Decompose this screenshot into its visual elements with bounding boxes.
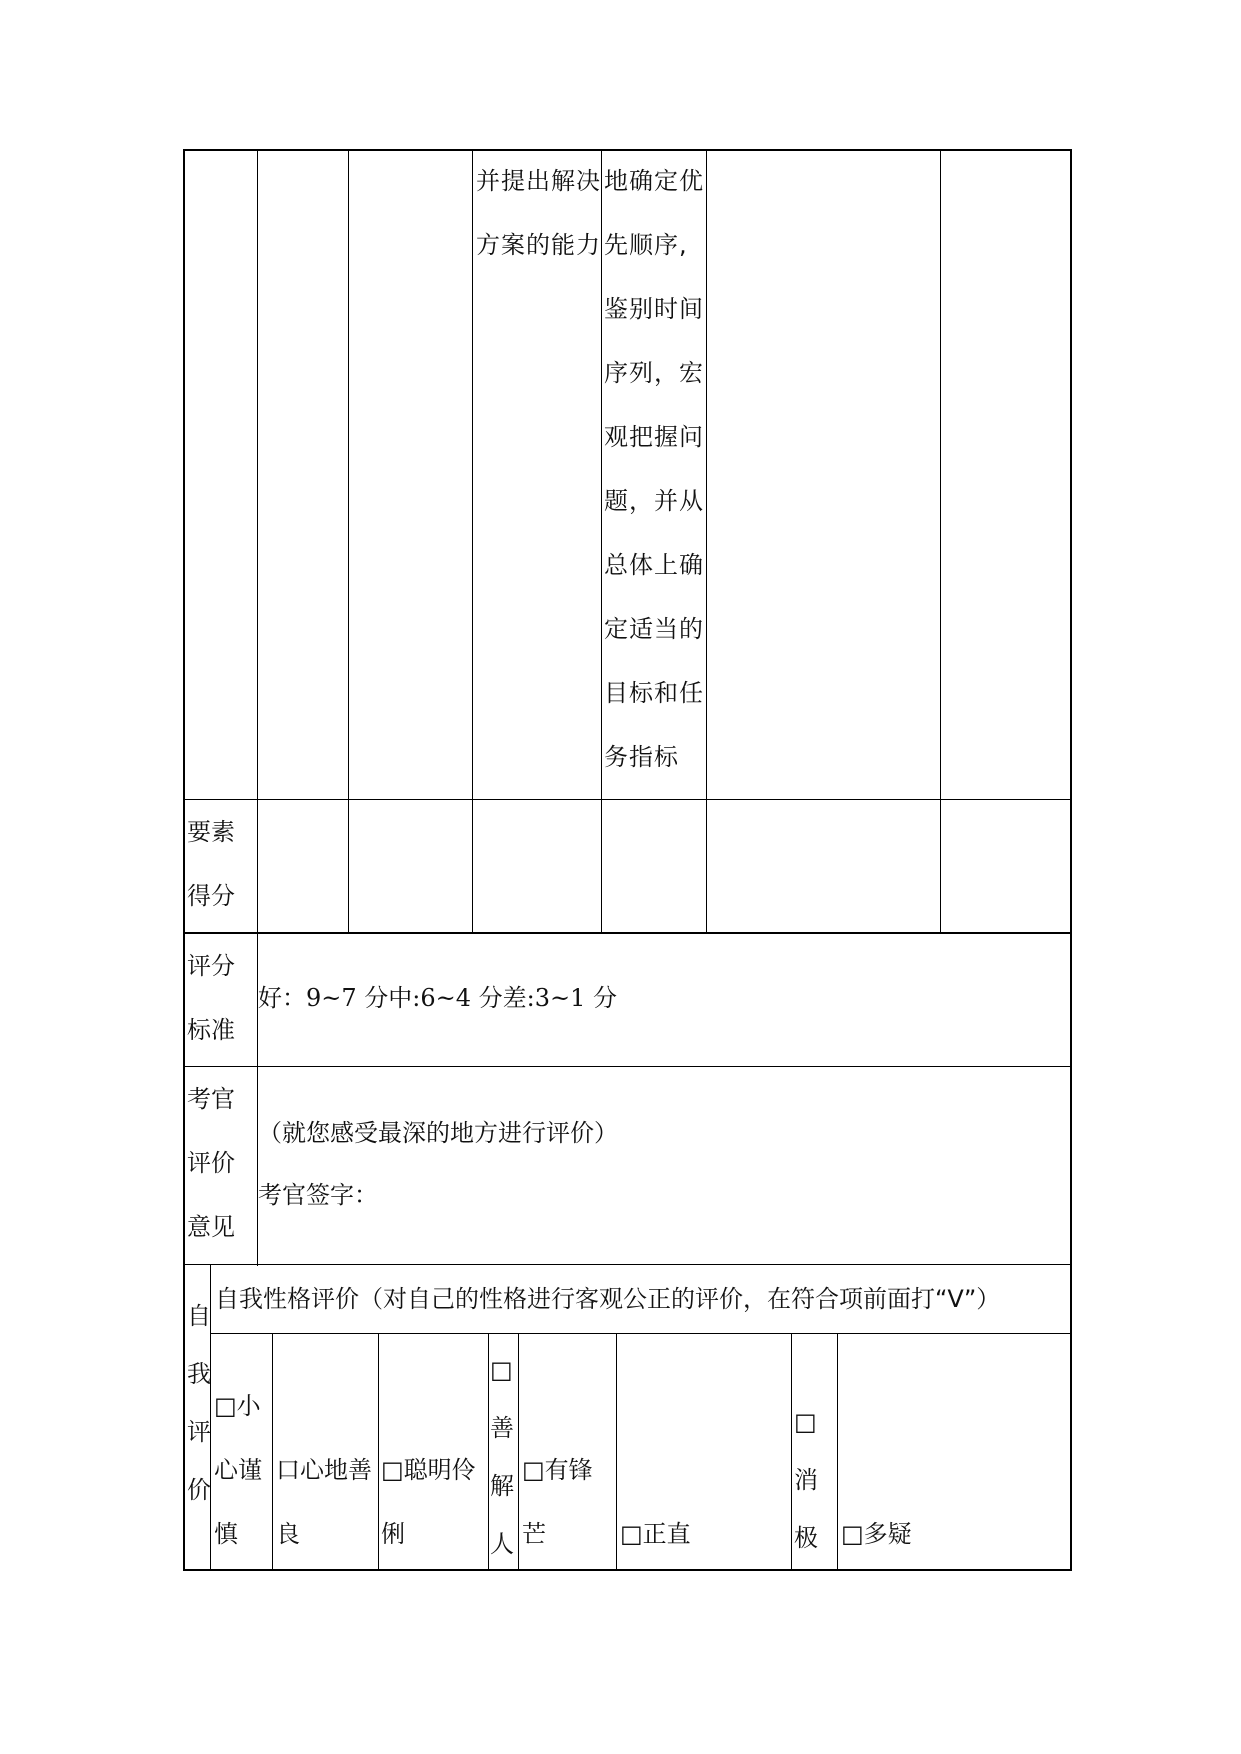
col-divider [272,1334,273,1570]
scoring-criteria-label: 评分 标准 [187,952,235,1044]
col-divider [706,149,707,933]
col-divider [601,149,602,933]
col-divider [472,149,473,933]
row-divider [183,1066,1072,1067]
col-divider [348,149,349,933]
ability-description: 并提出解决 方案的能力 [476,167,601,259]
row-divider [183,1264,1072,1265]
row-divider [210,1333,1072,1334]
option-negative[interactable]: □ 消 极 [794,1408,818,1552]
table-border-bottom [183,1569,1072,1571]
option-kind-hearted[interactable]: 口心地善 良 [276,1456,372,1548]
self-evaluation-label: 自 我 评 价 [187,1302,211,1504]
examiner-signature-label: 考官签字： [258,1181,378,1209]
evaluation-hint: （就您感受最深的地方进行评价） [258,1119,618,1147]
examiner-evaluation-label: 考官 评价 意见 [187,1085,235,1241]
element-score-label: 要素 得分 [187,818,235,910]
option-clever[interactable]: □聪明伶 俐 [381,1456,476,1548]
table-border-left [183,149,185,1571]
table-border-right [1070,149,1072,1571]
self-evaluation-title: 自我性格评价（对自己的性格进行客观公正的评价，在符合项前面打“V”） [215,1285,1001,1313]
col-divider [518,1334,519,1570]
col-divider [791,1334,792,1570]
col-divider [616,1334,617,1570]
priority-description: 地确定优 先顺序, 鉴别时间 序列，宏 观把握问 题，并从 总体上确 定适当的 目标和任 务指标 [604,167,704,771]
col-divider [257,149,258,1266]
scoring-criteria-text: 好：9~7 分中:6~4 分差:3~1 分 [258,984,618,1012]
col-divider [488,1334,489,1570]
option-careful[interactable]: □小 心谨 慎 [214,1392,262,1548]
row-divider [183,799,1072,800]
col-divider [940,149,941,933]
option-upright[interactable]: □正直 [620,1520,691,1548]
col-divider [378,1334,379,1570]
col-divider [837,1334,838,1570]
option-sharp[interactable]: □有锋 芒 [522,1456,593,1548]
option-suspicious[interactable]: □多疑 [841,1520,912,1548]
row-divider [183,932,1072,934]
option-understanding[interactable]: □ 善 解 人 [490,1356,514,1558]
